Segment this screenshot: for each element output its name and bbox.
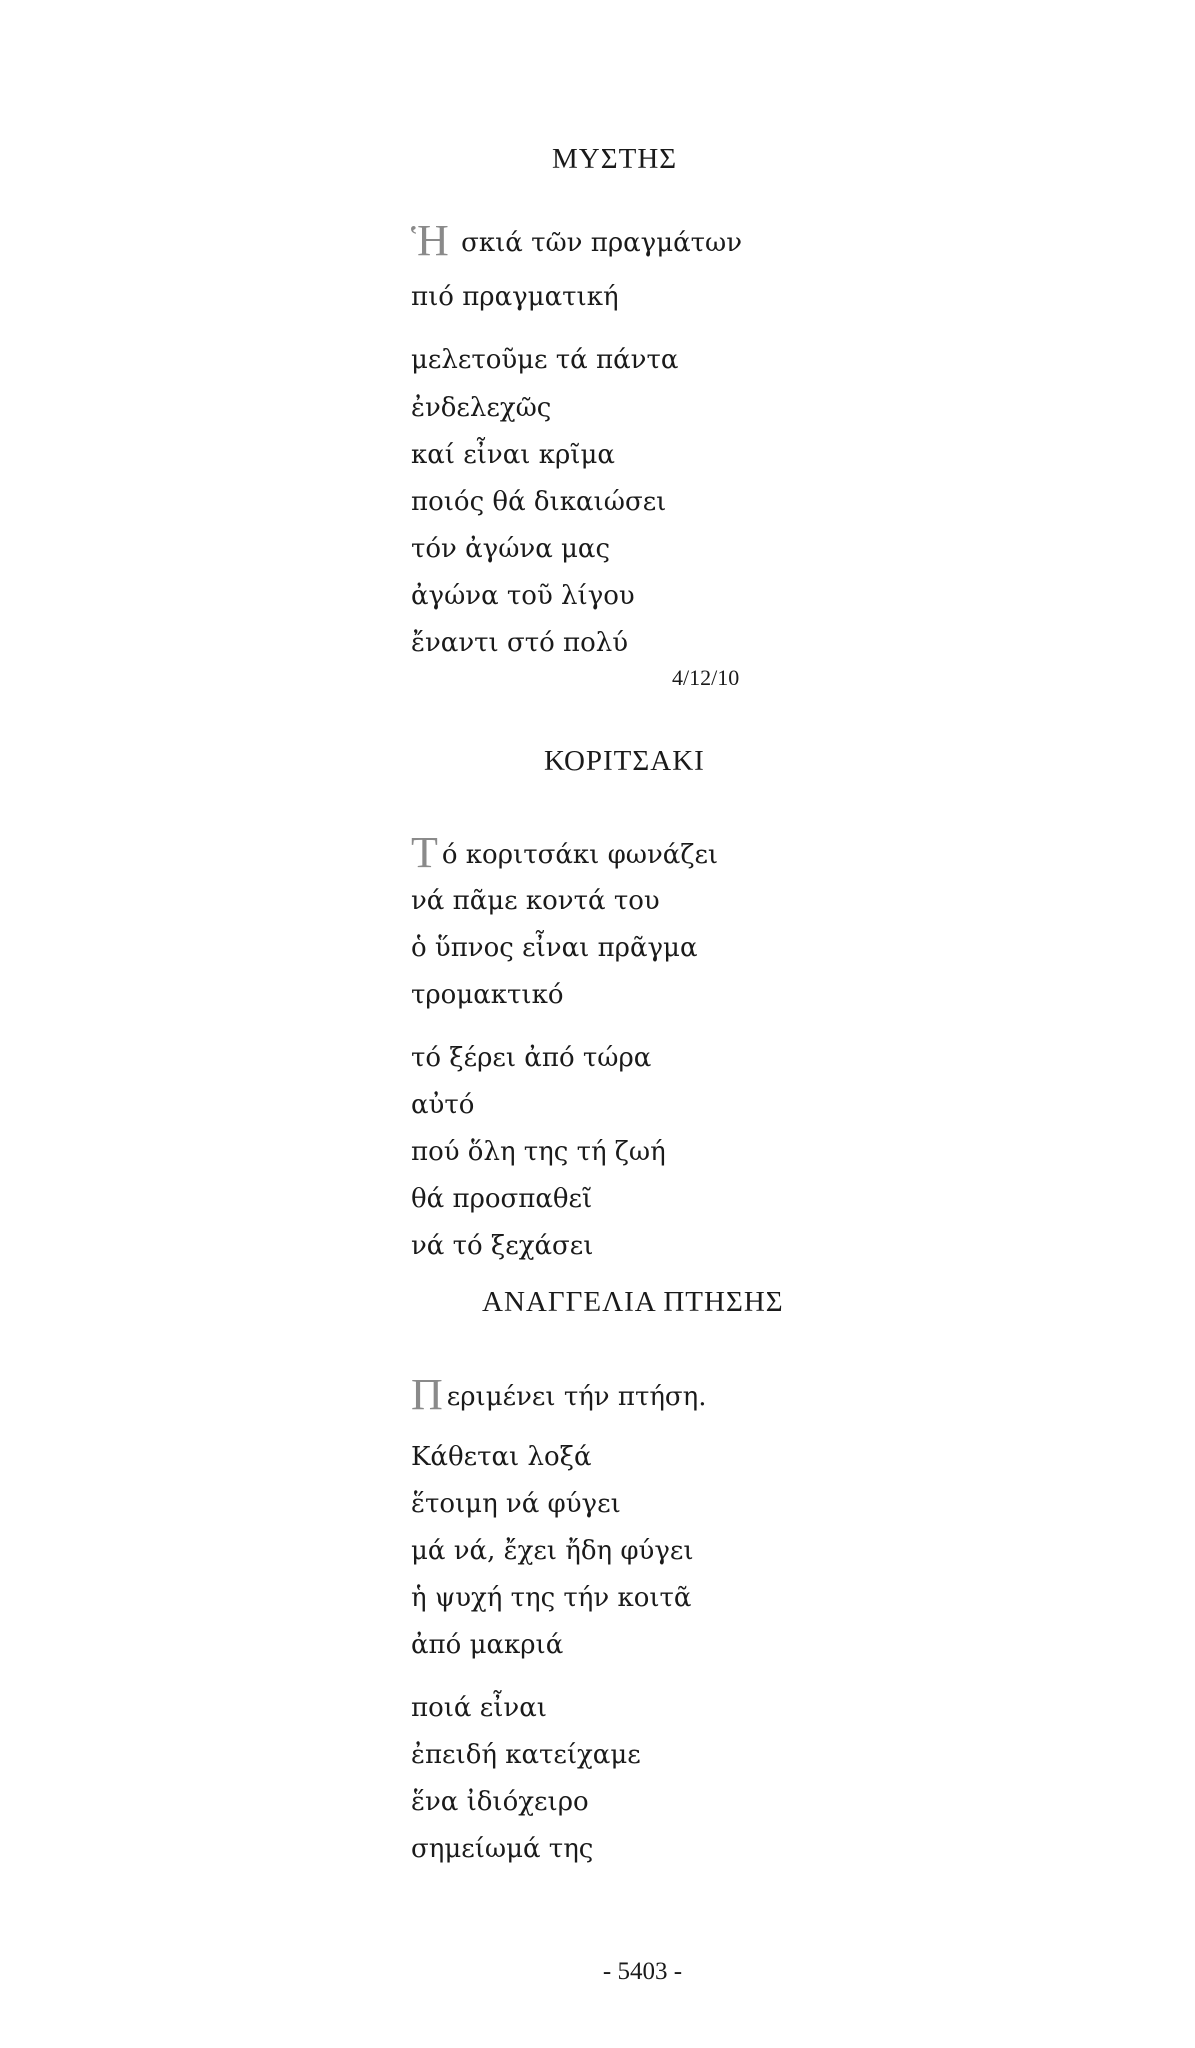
poem-line: ἡ ψυχή της τήν κοιτᾶ: [411, 1583, 692, 1613]
poem-date: 4/12/10: [672, 665, 740, 690]
poem-line: πού ὅλη της τή ζωή: [411, 1137, 666, 1167]
poem-line: μελετοῦμε τά πάντα: [411, 345, 679, 375]
poem-title: ΚΟΡΙΤΣΑΚΙ: [544, 745, 705, 777]
poem-line: ποιός θά δικαιώσει: [411, 487, 667, 517]
poem-line: θά προσπαθεῖ: [411, 1184, 593, 1214]
poem-line: ἔναντι στό πολύ: [411, 628, 629, 658]
poem-first-line: [411, 828, 719, 877]
drop-cap: Π: [411, 1370, 443, 1419]
poem-line: σημείωμά της: [411, 1834, 594, 1864]
poem-first-line: [411, 1370, 707, 1419]
poem-line: νά πᾶμε κοντά του: [411, 886, 660, 916]
poem-line: ἀγώνα τοῦ λίγου: [411, 581, 635, 611]
poem-line: τόν ἀγώνα μας: [411, 534, 611, 564]
poem-line: αὐτό: [411, 1090, 475, 1120]
poem-title: ΜΥΣΤΗΣ: [552, 143, 678, 175]
poem-line: πιό πραγματική: [411, 282, 619, 312]
poem-line: Κάθεται λοξά: [411, 1442, 592, 1472]
first-line-text: ό κοριτσάκι φωνάζει: [441, 840, 719, 870]
poem-line: ἐνδελεχῶς: [411, 393, 552, 423]
poem-first-line: [411, 216, 743, 265]
page-number-text: - 5403 -: [602, 1958, 683, 1985]
poem-line: καί εἶναι κρῖμα: [411, 440, 615, 470]
first-line-text: σκιά τῶν πραγμάτων: [452, 228, 743, 258]
drop-cap: Τ: [411, 828, 438, 877]
poem-line: νά τό ξεχάσει: [411, 1231, 594, 1261]
poem-line: ἀπό μακριά: [411, 1630, 564, 1660]
drop-cap: Ἡ: [411, 216, 449, 265]
poem-line: ἕτοιμη νά φύγει: [411, 1489, 621, 1519]
poem-line: ὁ ὕπνος εἶναι πρᾶγμα: [411, 933, 698, 963]
poem-line: ποιά εἶναι: [411, 1693, 547, 1723]
poem-line: τό ξέρει ἀπό τώρα: [411, 1043, 652, 1073]
poem-line: μά νά, ἔχει ἤδη φύγει: [411, 1536, 694, 1566]
page-number: [0, 1958, 1195, 1986]
poem-title: ΑΝΑΓΓΕΛΙΑ ΠΤΗΣΗΣ: [482, 1286, 784, 1318]
first-line-text: εριμένει τήν πτήση.: [446, 1382, 707, 1412]
poem-line: ἐπειδή κατείχαμε: [411, 1740, 641, 1770]
poem-line: τρομακτικό: [411, 980, 564, 1010]
poem-line: ἕνα ἰδιόχειρο: [411, 1787, 589, 1817]
